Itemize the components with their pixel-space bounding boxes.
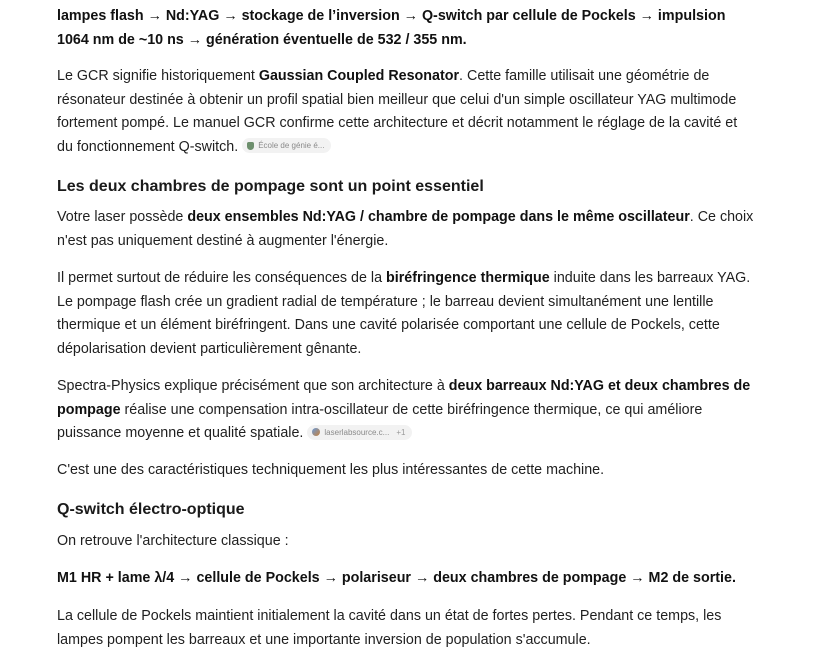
source-chip-label: laserlabsource.c... xyxy=(324,427,390,437)
chambers-p2-text-1: Il permet surtout de réduire les conséquences de la xyxy=(57,270,387,286)
gcr-text-1: Le GCR signifie historiquement xyxy=(57,68,259,84)
shield-icon xyxy=(247,142,254,150)
source-chip-label: École de génie é... xyxy=(258,141,325,150)
intro-chain-text: lampes flash → Nd:YAG → stockage de l’inversion → Q-switch par cellule de Pockels → impulsion 1064 nm de ~10 ns → génération éventuelle de 532 / 355 nm. xyxy=(57,8,726,48)
gcr-bold: Gaussian Coupled Resonator xyxy=(258,68,460,84)
chambers-paragraph-3 xyxy=(57,375,757,446)
chambers-p1-text-1: Votre laser possède xyxy=(57,209,188,225)
source-chip-ecole[interactable] xyxy=(242,138,331,153)
gcr-text-2: . Cette famille utilisait une géométrie de résonateur destinée à obtenir un profil spatial bien meilleur que celui d'un simple oscillateur YAG multimode fortement pompé. Le manuel GCR confirme cette architecture et décrit notamment le réglage de la cavité et du fonctionnement Q-switch. xyxy=(57,68,738,155)
chambers-paragraph-1 xyxy=(57,206,757,253)
chambers-p1-bold: deux ensembles Nd:YAG / chambre de pompage dans le même oscillateur xyxy=(187,209,690,225)
chambers-p1-text-2: . Ce choix n'est pas uniquement destiné à augmenter l'énergie. xyxy=(57,209,754,249)
qswitch-chain-paragraph xyxy=(57,567,736,591)
heading-qswitch: Q-switch électro-optique xyxy=(57,501,245,518)
chambers-paragraph-2 xyxy=(57,267,757,361)
chambers-p3-bold: deux barreaux Nd:YAG et deux chambres de pompage xyxy=(57,378,751,418)
heading-pump-chambers: Les deux chambres de pompage sont un point essentiel xyxy=(57,178,484,195)
chambers-p2-bold: biréfringence thermique xyxy=(386,270,550,286)
intro-chain-paragraph xyxy=(57,5,757,52)
qswitch-chain-text: M1 HR + lame λ/4 → cellule de Pockels → polariseur → deux chambres de pompage → M2 de sortie. xyxy=(57,570,736,586)
globe-icon xyxy=(312,428,320,436)
qswitch-paragraph-1: On retrouve l'architecture classique : xyxy=(57,533,289,549)
chambers-p3-text-2: réalise une compensation intra-oscillateur de cette biréfringence thermique, ce qui améliore puissance moyenne et qualité spatiale. xyxy=(57,401,703,441)
gcr-paragraph xyxy=(57,65,757,159)
chambers-paragraph-4: C'est une des caractéristiques techniquement les plus intéressantes de cette machine. xyxy=(57,462,605,478)
chambers-p3-text-1: Spectra-Physics explique précisément que son architecture à xyxy=(57,378,449,394)
source-chip-extra-count: +1 xyxy=(396,427,406,437)
chambers-p2-text-2: induite dans les barreaux YAG. Le pompage flash crée un gradient radial de température ; le barreau devient simultanément une lentille thermique et un élément biréfringent. Dans une cavité polarisée comportant une cellule de Pockels, cette dépolarisation devient particulièrement gênante. xyxy=(57,270,751,357)
source-chip-laserlabsource[interactable] xyxy=(307,425,412,440)
qswitch-paragraph-2: La cellule de Pockels maintient initialement la cavité dans un état de fortes pertes. Pendant ce temps, les lampes pompent les barreaux et une importante inversion de population s'accumule. xyxy=(57,608,722,648)
